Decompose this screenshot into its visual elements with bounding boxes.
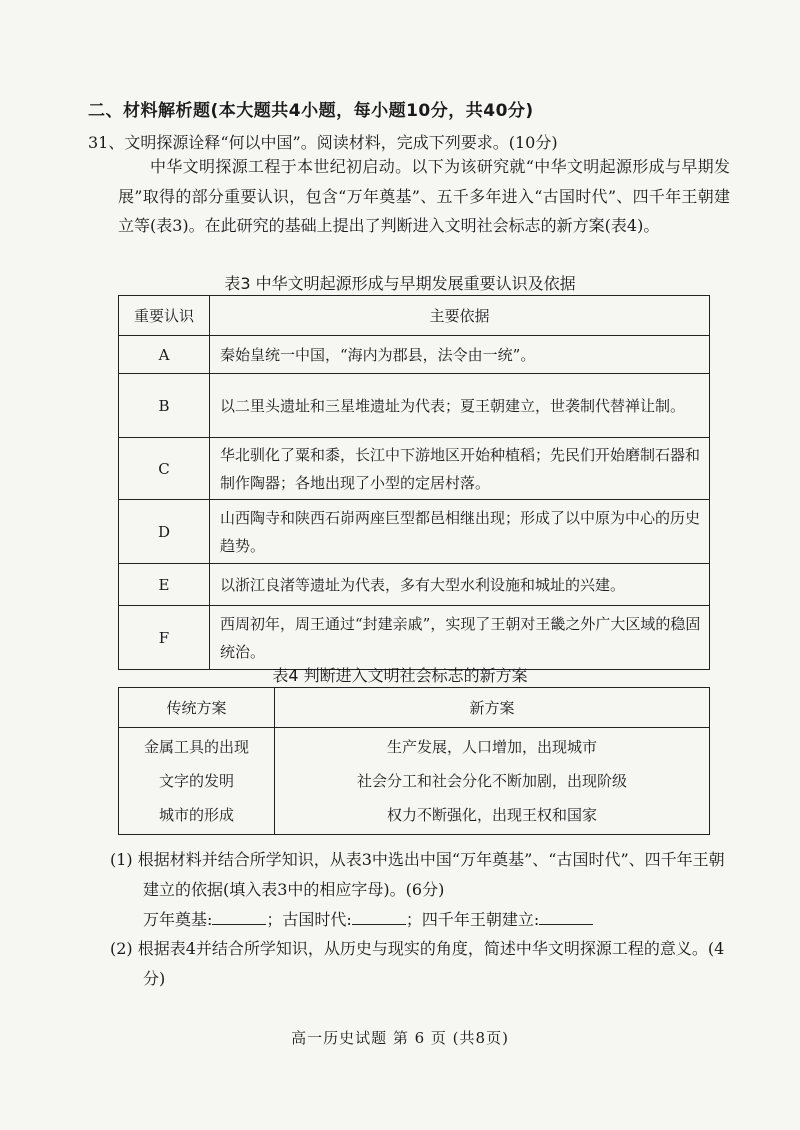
table3-header-row bbox=[119, 296, 710, 336]
row-label: C bbox=[119, 438, 210, 500]
table3 bbox=[118, 295, 710, 670]
table-row bbox=[119, 500, 710, 564]
table4-header-cell: 新方案 bbox=[275, 688, 710, 728]
question-number: 31、 bbox=[88, 133, 125, 152]
blank1-label: 万年奠基: bbox=[143, 910, 213, 929]
row-text: 以浙江良渚等遗址为代表，多有大型水利设施和城址的兴建。 bbox=[210, 564, 710, 606]
table4-caption: 表4 判断进入文明社会标志的新方案 bbox=[272, 666, 528, 685]
question-title: 文明探源诠释“何以中国”。阅读材料，完成下列要求。(10分) bbox=[124, 133, 558, 152]
material-paragraph bbox=[118, 152, 730, 241]
sub-question-1-text: (1) 根据材料并结合所学知识，从表3中选出中国“万年奠基”、“古国时代”、四千年王朝建立的依据(填入表3中的相应字母)。(6分) bbox=[110, 850, 725, 899]
question-head bbox=[88, 130, 558, 153]
row-text: 秦始皇统一中国，“海内为郡县，法令由一统”。 bbox=[210, 336, 710, 374]
row-text: 以二里头遗址和三星堆遗址为代表；夏王朝建立，世袭制代替禅让制。 bbox=[210, 374, 710, 438]
table4-old-cell bbox=[119, 728, 275, 835]
table3-header-cell: 重要认识 bbox=[119, 296, 210, 336]
table-row bbox=[119, 438, 710, 500]
new-scheme: 社会分工和社会分化不断加剧，出现阶级 bbox=[356, 772, 627, 790]
row-text: 华北驯化了粟和黍，长江中下游地区开始种植稻；先民们开始磨制石器和制作陶器；各地出现了小型的定居村落。 bbox=[210, 438, 710, 500]
page-footer: 高一历史试题 第 6 页 (共8页) bbox=[291, 1029, 509, 1047]
material-text: 中华文明探源工程于本世纪初启动。以下为该研究就“中华文明起源形成与早期发展”取得的部分重要认识，包含“万年奠基”、五千多年进入“古国时代”、四千年王朝建立等(表3)。在此研究的基础上提出了判断进入文明社会标志的新方案(表4)。 bbox=[118, 157, 730, 235]
row-label: E bbox=[119, 564, 210, 606]
answer-line bbox=[110, 905, 730, 935]
sub-question-1 bbox=[110, 845, 730, 935]
table-row bbox=[119, 336, 710, 374]
row-label: B bbox=[119, 374, 210, 438]
old-scheme: 文字的发明 bbox=[158, 772, 234, 790]
row-label: D bbox=[119, 500, 210, 564]
table4 bbox=[118, 687, 710, 835]
table-row bbox=[119, 606, 710, 670]
sub-question-2-text: (2) 根据表4并结合所学知识，从历史与现实的角度，简述中华文明探源工程的意义。(4分) bbox=[110, 939, 725, 988]
new-scheme: 权力不断强化，出现王权和国家 bbox=[386, 806, 597, 824]
row-text: 山西陶寺和陕西石峁两座巨型都邑相继出现；形成了以中原为中心的历史趋势。 bbox=[210, 500, 710, 564]
table3-header-cell: 主要依据 bbox=[210, 296, 710, 336]
answer-blank-guguo[interactable] bbox=[352, 908, 406, 925]
table3-caption: 表3 中华文明起源形成与早期发展重要认识及依据 bbox=[224, 274, 576, 293]
table4-new-cell bbox=[275, 728, 710, 835]
table4-header-row bbox=[119, 688, 710, 728]
blank3-label: ；四千年王朝建立: bbox=[405, 910, 540, 929]
sub-question-2 bbox=[110, 934, 730, 994]
row-text: 西周初年，周王通过“封建亲戚”，实现了王朝对王畿之外广大区域的稳固统治。 bbox=[210, 606, 710, 670]
answer-blank-wannian[interactable] bbox=[212, 908, 266, 925]
table4-header-cell: 传统方案 bbox=[119, 688, 275, 728]
old-scheme: 金属工具的出现 bbox=[143, 738, 249, 756]
table-row bbox=[119, 374, 710, 438]
row-label: F bbox=[119, 606, 210, 670]
row-label: A bbox=[119, 336, 210, 374]
old-scheme: 城市的形成 bbox=[158, 806, 234, 824]
new-scheme: 生产发展，人口增加，出现城市 bbox=[386, 738, 597, 756]
table-row bbox=[119, 564, 710, 606]
blank2-label: ；古国时代: bbox=[266, 910, 352, 929]
section-title: 二、材料解析题(本大题共4小题，每小题10分，共40分) bbox=[88, 101, 534, 121]
answer-blank-wangchao[interactable] bbox=[539, 908, 593, 925]
table-row bbox=[119, 728, 710, 835]
